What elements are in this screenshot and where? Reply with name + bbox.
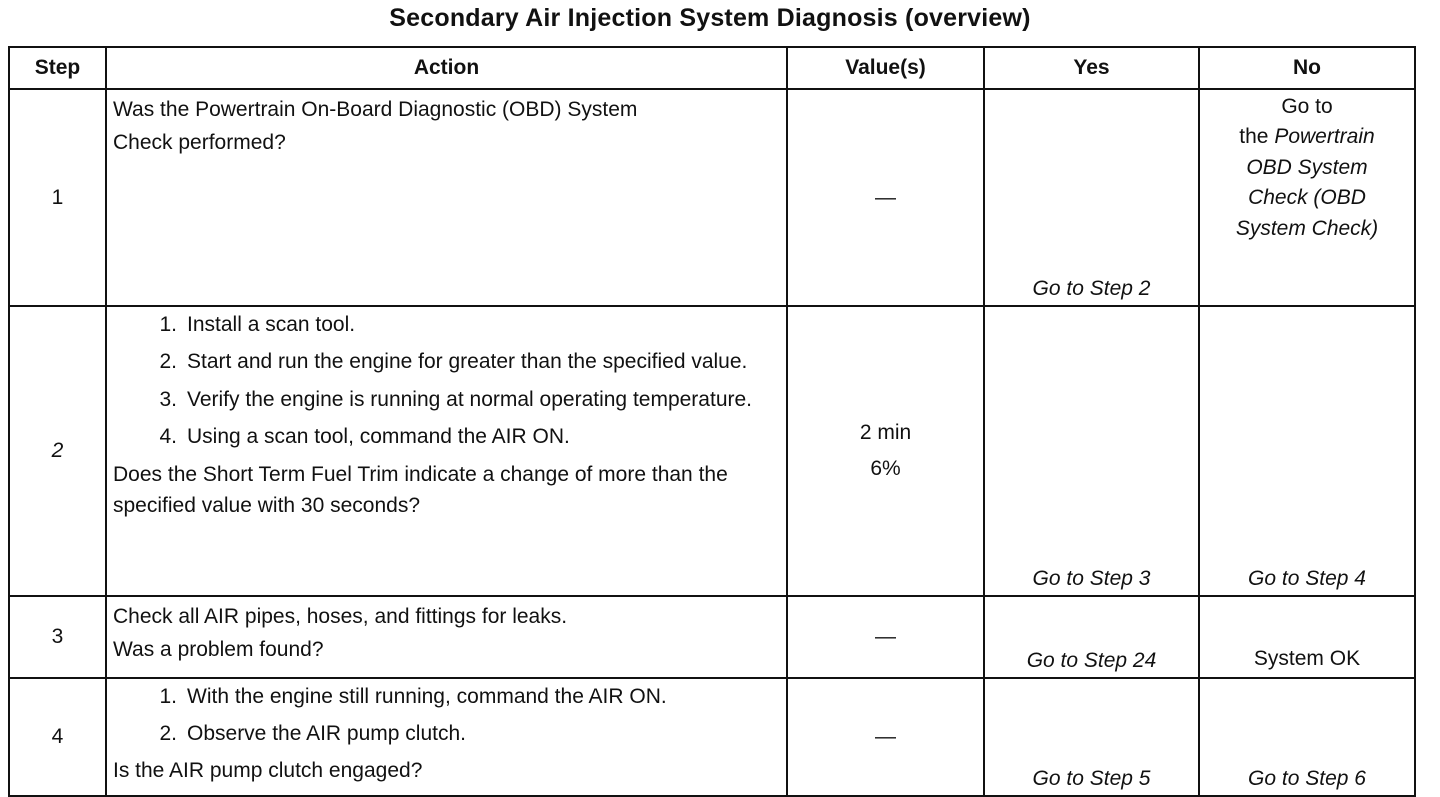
value-cell: — [787,596,984,678]
step-number: 3 [9,596,106,678]
no-text: System Check) [1235,216,1379,240]
no-text: OBD System [1246,155,1368,179]
yes-cell: Go to Step 3 [984,306,1199,596]
action-question: Does the Short Term Fuel Trim indicate a change of more than the specified value with 30 seconds? [113,463,728,517]
page-title: Secondary Air Injection System Diagnosis (overview) [389,4,1031,32]
step-number: 1 [9,89,106,306]
table-row [9,89,1415,306]
action-steps-list [113,311,780,460]
no-text: the Powertrain [1239,125,1375,149]
no-text: Check (OBD [1248,186,1366,210]
list-item: 1. With the engine still running, command the AIR ON. [159,685,667,708]
no-text: Go to [1281,95,1333,118]
value-cell: — [787,89,984,306]
table-row [9,306,1415,596]
action-steps-list [113,683,780,758]
yes-cell: Go to Step 5 [984,678,1199,796]
list-item: 1. Install a scan tool. [159,313,356,336]
action-text: Was a problem found? [113,637,324,661]
header-values: Value(s) [787,47,984,89]
header-action: Action [106,47,787,89]
no-cell: Go to Step 6 [1199,678,1415,796]
list-item: 3. Verify the engine is running at normal operating temperature. [159,387,753,411]
table-row [9,596,1415,678]
action-text: Was the Powertrain On-Board Diagnostic (OBD) System [113,98,638,121]
value-cell: — [787,678,984,796]
header-step: Step [9,47,106,89]
no-cell: System OK [1199,596,1415,678]
action-cell [106,596,787,678]
yes-cell: Go to Step 24 [984,596,1199,678]
action-text: Check all AIR pipes, hoses, and fittings for leaks. [113,605,568,628]
value-text: 6% [870,457,901,480]
value-text: 2 min [859,421,912,445]
step-number: 2 [9,306,106,596]
action-text: Check performed? [113,130,286,154]
list-item: 2. Observe the AIR pump clutch. [159,722,466,746]
action-cell [106,306,787,596]
table-row [9,678,1415,796]
action-cell [106,678,787,796]
diagnosis-table [8,46,1416,797]
action-cell [106,89,787,306]
yes-cell: Go to Step 2 [984,89,1199,306]
table-header-row [9,47,1415,89]
list-item: 4. Using a scan tool, command the AIR ON. [159,425,570,449]
action-question: Is the AIR pump clutch engaged? [113,758,423,782]
step-number: 4 [9,678,106,796]
no-cell: Go to Step 4 [1199,306,1415,596]
header-no: No [1199,47,1415,89]
list-item: 2. Start and run the engine for greater than the specified value. [159,350,748,374]
header-yes: Yes [984,47,1199,89]
no-cell [1199,89,1415,306]
value-cell [787,306,984,596]
